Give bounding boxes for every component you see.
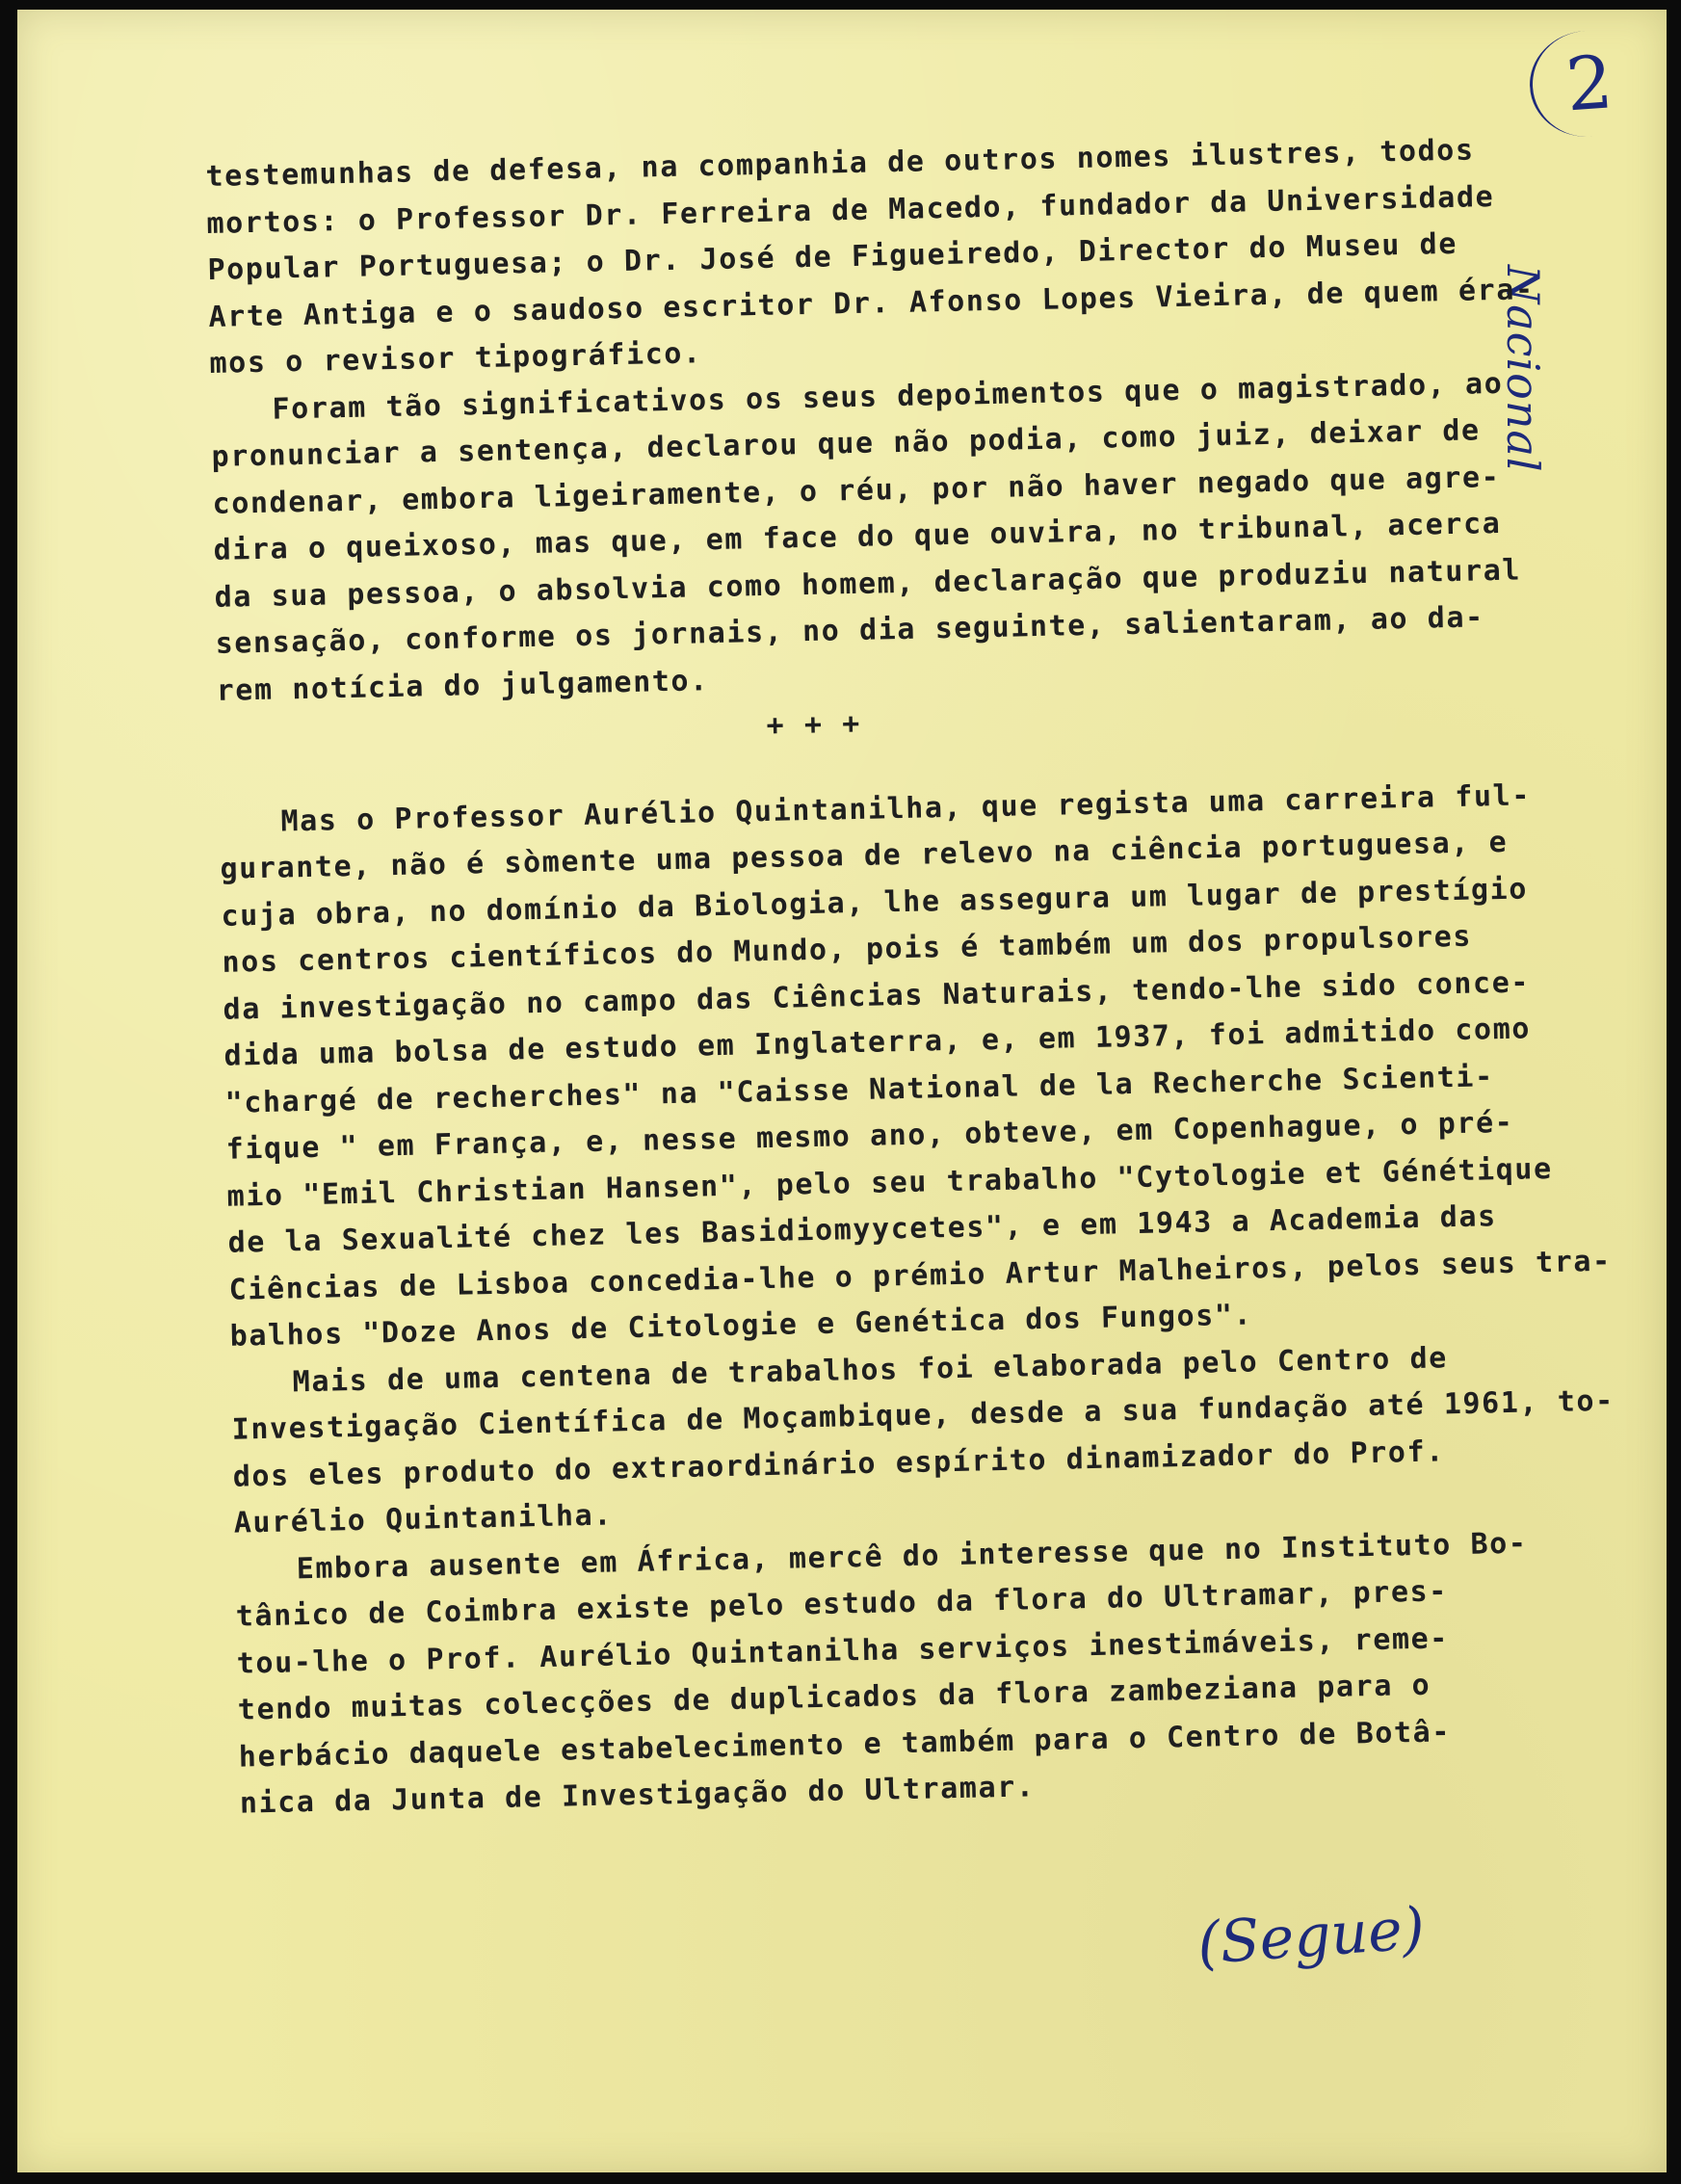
handwritten-margin-note: Nacional (1497, 265, 1549, 473)
handwritten-signoff: (Segue) (1195, 1894, 1428, 1979)
paragraph-1 (205, 126, 1539, 387)
text-line: da investigação no campo das Ciências Naturais, tendo-lhe sido conce- (223, 964, 1531, 1027)
text-line: cuja obra, no domínio da Biologia, lhe assegura um lugar de prestígio (221, 871, 1529, 934)
text-line: Mas o Professor Aurélio Quintanilha, que regista uma carreira ful- (280, 777, 1532, 839)
text-line: Investigação Científica de Moçambique, desde a sua fundação até 1961, to- (231, 1383, 1615, 1447)
text-line: gurante, não é sòmente uma pessoa de relevo na ciência portuguesa, e (220, 825, 1509, 886)
section-separator: + + + (766, 706, 862, 743)
text-line: sensação, conforme os jornais, no dia seguinte, salientaram, ao da- (215, 600, 1485, 661)
document-page (17, 10, 1667, 2172)
paragraph-5 (234, 1519, 1569, 1828)
text-line: mio "Emil Christian Hansen", pelo seu trabalho "Cytologie et Génétique (226, 1151, 1554, 1214)
text-line: Mais de uma centena de trabalhos foi elaborada pelo Centro de (292, 1340, 1449, 1399)
text-line: mos o revisor tipográfico. (209, 336, 703, 381)
text-line: da sua pessoa, o absolvia como homem, declaração que produziu natural (214, 552, 1522, 615)
text-line: tou-lhe o Prof. Aurélio Quintanilha serviços inestimáveis, reme- (236, 1620, 1450, 1681)
text-line: dos eles produto do extraordinário espírito dinamizador do Prof. (232, 1434, 1446, 1494)
text-line: Popular Portuguesa; o Dr. José de Figueiredo, Director do Museu de (207, 226, 1458, 287)
text-line: Ciências de Lisboa concedia-lhe o prémio Artur Malheiros, pelos seus tra- (228, 1244, 1613, 1307)
text-line: nica da Junta de Investigação do Ultramar. (239, 1770, 1036, 1821)
text-line: testemunhas de defesa, na companhia de outros nomes ilustres, todos (205, 133, 1475, 194)
paragraph-3 (219, 772, 1613, 1360)
typewritten-text (205, 126, 1615, 1828)
paragraph-2 (210, 360, 1546, 715)
text-line: rem notícia do julgamento. (216, 663, 710, 708)
text-line: Embora ausente em África, mercê do interesse que no Instituto Bo- (296, 1526, 1528, 1586)
text-line: Foram tão significativos os seus depoimentos que o magistrado, ao (272, 366, 1504, 427)
paragraph-4 (230, 1332, 1615, 1547)
text-line: tânico de Coimbra existe pelo estudo da flora do Ultramar, pres- (235, 1574, 1449, 1634)
text-line: pronunciar a sentença, declarou que não podia, como juiz, deixar de (211, 413, 1481, 474)
text-line: dira o queixoso, mas que, em face do que ouvira, no tribunal, acerca (213, 506, 1502, 567)
text-line: Arte Antiga e o saudoso escritor Dr. Afonso Lopes Vieira, de quem éra- (208, 272, 1535, 334)
text-line: de la Sexualité chez les Basidiomyycetes", e em 1943 a Academia das (227, 1199, 1498, 1260)
text-line: tendo muitas colecções de duplicados da flora zambeziana para o (237, 1668, 1431, 1727)
text-line: mortos: o Professor Dr. Ferreira de Macedo, fundador da Universidade (206, 179, 1495, 241)
text-line: Aurélio Quintanilha. (233, 1498, 614, 1540)
text-line: "chargé de recherches" na "Caisse National de la Recherche Scienti- (224, 1059, 1495, 1120)
text-line: fique " em França, e, nesse mesmo ano, obteve, em Copenhague, o pré- (225, 1105, 1514, 1167)
text-line: herbácio daquele estabelecimento e também para o Centro de Botâ- (238, 1714, 1452, 1775)
text-line: nos centros científicos do Mundo, pois é também um dos propulsores (222, 919, 1473, 980)
text-line: condenar, embora ligeiramente, o réu, por não haver negado que agre- (212, 460, 1501, 521)
page-number: 2 (1526, 27, 1649, 141)
text-line: balhos "Doze Anos de Citologie e Genética dos Fungos". (229, 1298, 1253, 1354)
text-line: dida uma bolsa de estudo em Inglaterra, e, em 1937, foi admitido como (223, 1012, 1532, 1073)
